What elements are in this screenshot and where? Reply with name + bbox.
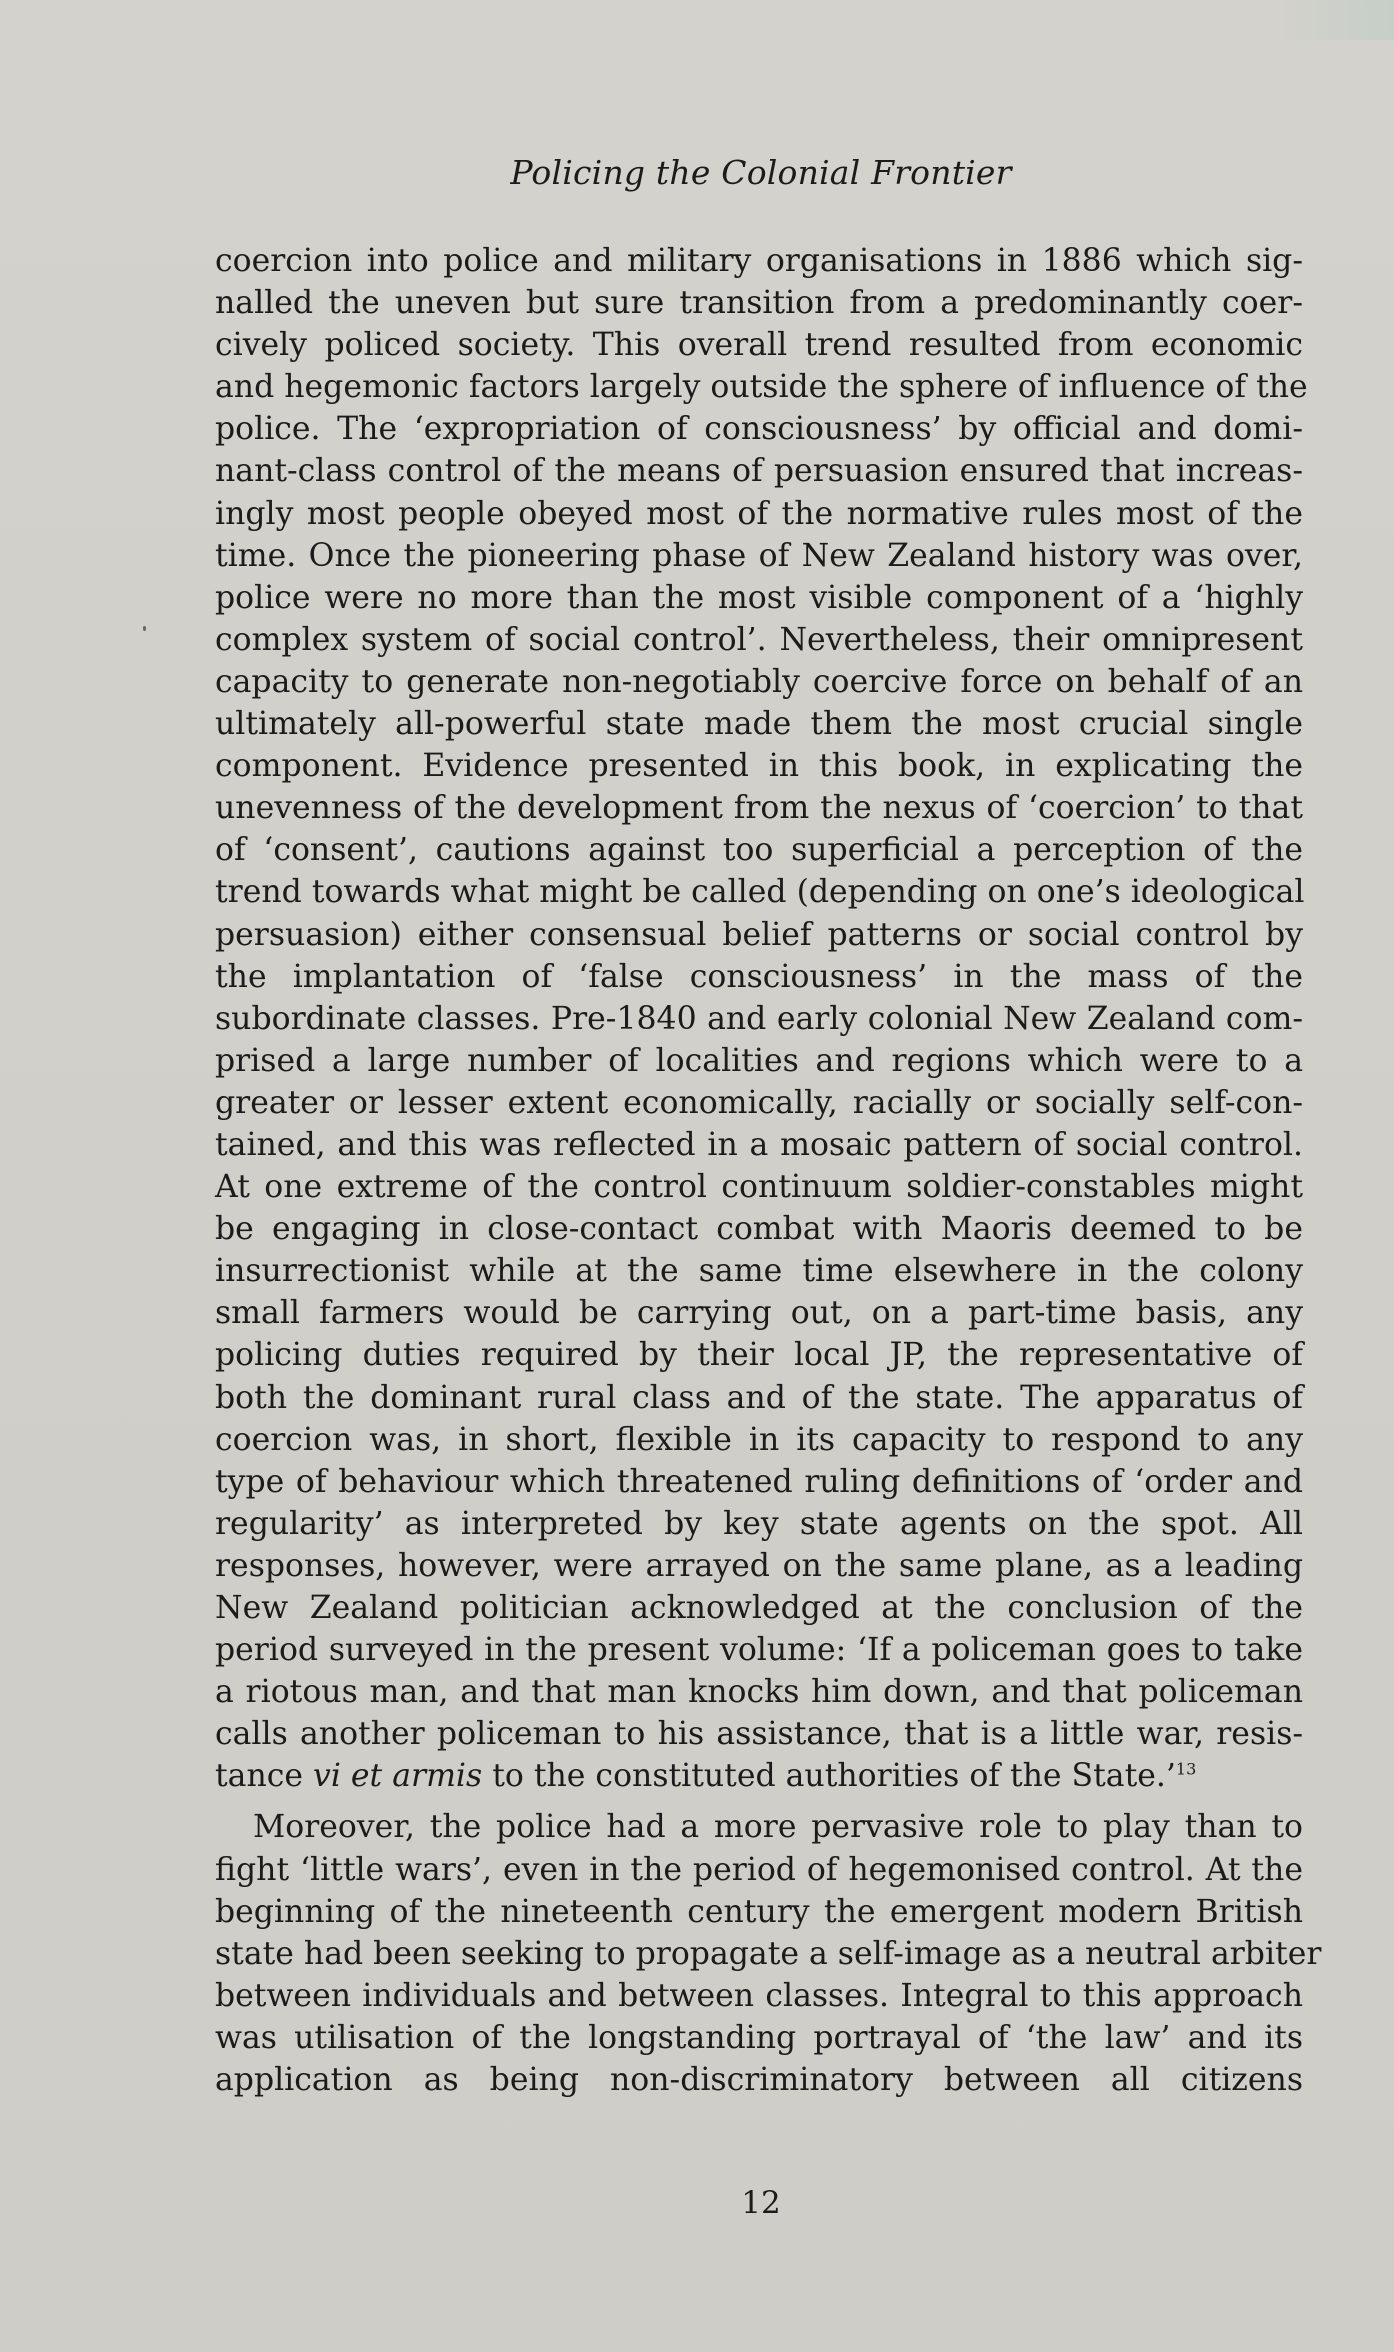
- text-line: application as being non-discriminatory between all citizens: [215, 2062, 1303, 2099]
- text-line: ultimately all-powerful state made them the most crucial single: [215, 706, 1303, 743]
- paragraph-gap: [215, 1797, 1303, 1806]
- paragraph-1: [215, 240, 1308, 1797]
- text-line: cively policed society. This overall trend resulted from economic: [215, 327, 1303, 364]
- text-line: Moreover, the police had a more pervasive role to play than to: [253, 1809, 1303, 1846]
- text-line: calls another policeman to his assistance, that is a little war, resis-: [215, 1716, 1303, 1753]
- text-line: and hegemonic factors largely outside the sphere of influence of the: [215, 369, 1308, 406]
- text-line: complex system of social control’. Nevertheless, their omnipresent: [215, 621, 1303, 658]
- text-line: unevenness of the development from the nexus of ‘coercion’ to that: [215, 790, 1303, 827]
- text-line: between individuals and between classes. Integral to this approach: [215, 1977, 1303, 2014]
- text-line: subordinate classes. Pre-1840 and early colonial New Zealand com-: [215, 1000, 1303, 1037]
- latin-phrase: vi et armis: [313, 1758, 483, 1795]
- text-line: regularity’ as interpreted by key state agents on the spot. All: [215, 1505, 1303, 1542]
- text-line: At one extreme of the control continuum soldier-constables might: [215, 1169, 1303, 1206]
- text-line: insurrectionist while at the same time elsewhere in the colony: [215, 1253, 1303, 1290]
- text-line: nant-class control of the means of persuasion ensured that increas-: [215, 453, 1303, 490]
- text-line: a riotous man, and that man knocks him down, and that policeman: [215, 1674, 1303, 1711]
- text-line: trend towards what might be called (depending on one’s ideological: [215, 874, 1305, 911]
- text-line: police. The ‘expropriation of consciousness’ by official and domi-: [215, 411, 1303, 448]
- text-line: persuasion) either consensual belief patterns or social control by: [215, 916, 1303, 953]
- text-line: fight ‘little wars’, even in the period of hegemonised control. At the: [215, 1851, 1303, 1888]
- text-line: tained, and this was reflected in a mosaic pattern of social control.: [215, 1126, 1303, 1163]
- text-line: period surveyed in the present volume: ‘If a policeman goes to take: [215, 1632, 1303, 1669]
- text-line: the implantation of ‘false consciousness’ in the mass of the: [215, 958, 1303, 995]
- text-line: small farmers would be carrying out, on a part-time basis, any: [215, 1295, 1303, 1332]
- body-text: [215, 240, 1322, 2101]
- text-line: nalled the uneven but sure transition from a predominantly coer-: [215, 285, 1303, 322]
- text-line: prised a large number of localities and regions which were to a: [215, 1042, 1303, 1079]
- text-line: responses, however, were arrayed on the same plane, as a leading: [215, 1547, 1303, 1584]
- paragraph-2: [215, 1806, 1322, 2101]
- text-line: greater or lesser extent economically, racially or socially self-con-: [215, 1084, 1303, 1121]
- page-number: 12: [741, 2185, 781, 2221]
- page-speck: [143, 626, 146, 631]
- text-line: both the dominant rural class and of the state. The apparatus of: [215, 1379, 1303, 1416]
- text-line: was utilisation of the longstanding portrayal of ‘the law’ and its: [215, 2019, 1303, 2056]
- line-text-before: tance: [215, 1758, 314, 1795]
- text-line: New Zealand politician acknowledged at the conclusion of the: [215, 1590, 1303, 1626]
- running-head: Policing the Colonial Frontier: [510, 153, 1012, 192]
- text-line: of ‘consent’, cautions against too superficial a perception of the: [215, 832, 1303, 869]
- text-line-last: [215, 1755, 1303, 1797]
- text-line: beginning of the nineteenth century the emergent modern British: [215, 1893, 1303, 1930]
- text-line: coercion was, in short, flexible in its capacity to respond to any: [215, 1421, 1303, 1458]
- footnote-reference[interactable]: 13: [1175, 1759, 1197, 1779]
- text-line: component. Evidence presented in this book, in explicating the: [215, 748, 1303, 785]
- text-line: police were no more than the most visible component of a ‘highly: [215, 579, 1303, 616]
- text-line: ingly most people obeyed most of the normative rules most of the: [215, 495, 1303, 532]
- text-line: be engaging in close-contact combat with Maoris deemed to be: [215, 1211, 1303, 1248]
- page-edge-tint: [1274, 0, 1394, 40]
- line-text-after: to the constituted authorities of the State.’: [482, 1758, 1176, 1795]
- text-line: policing duties required by their local JP, the representative of: [215, 1337, 1303, 1374]
- text-line: time. Once the pioneering phase of New Zealand history was over,: [215, 537, 1303, 574]
- text-line: state had been seeking to propagate a self-image as a neutral arbiter: [215, 1935, 1322, 1972]
- text-line: capacity to generate non-negotiably coercive force on behalf of an: [215, 663, 1303, 700]
- text-line: coercion into police and military organisations in 1886 which sig-: [215, 243, 1303, 279]
- text-line: type of behaviour which threatened ruling definitions of ‘order and: [215, 1463, 1303, 1500]
